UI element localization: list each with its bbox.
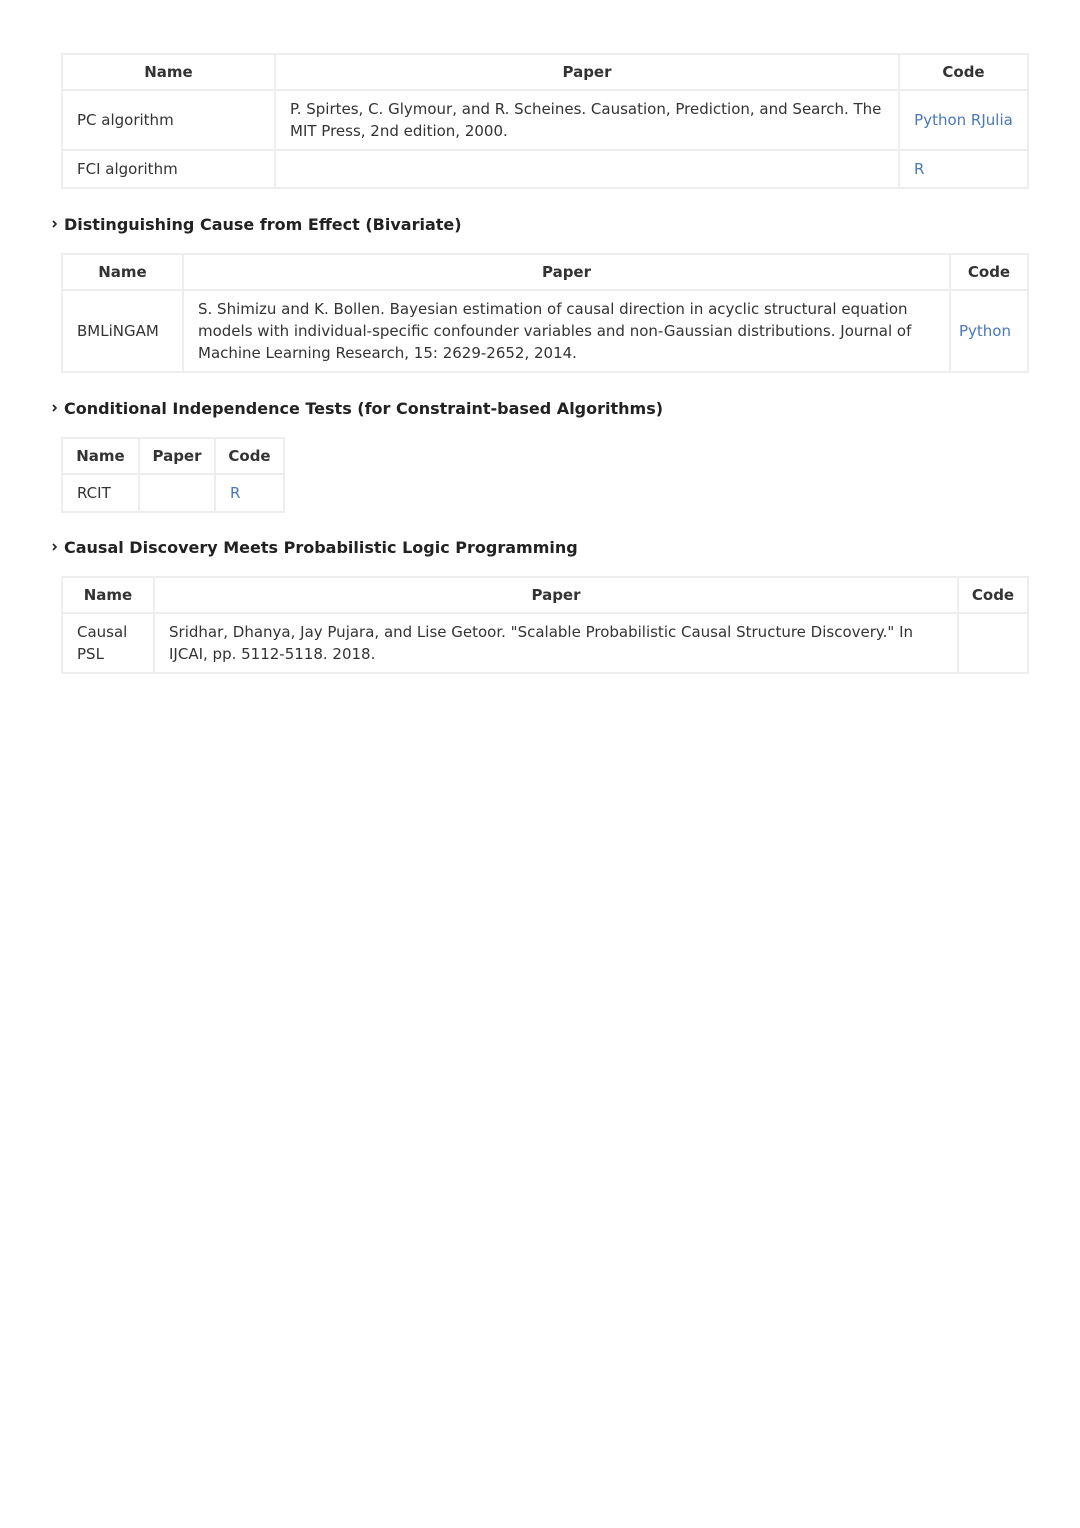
section-heading-label: Causal Discovery Meets Probabilistic Logic Programming [64, 537, 578, 557]
cell-name: FCI algorithm [62, 150, 275, 188]
section-heading-label: Conditional Independence Tests (for Constraint-based Algorithms) [64, 398, 664, 418]
cell-paper [139, 474, 215, 512]
col-header-code: Code [899, 54, 1028, 90]
col-header-paper: Paper [183, 254, 950, 290]
cell-paper [275, 150, 899, 188]
cell-code-link[interactable] [958, 613, 1028, 673]
chevron-right-icon [50, 538, 60, 556]
chevron-right-icon [50, 215, 60, 233]
col-header-name: Name [62, 54, 275, 90]
col-header-paper: Paper [139, 438, 215, 474]
col-header-paper: Paper [154, 577, 958, 613]
table-row [62, 290, 1028, 372]
cell-paper: P. Spirtes, C. Glymour, and R. Scheines. Causation, Prediction, and Search. The MIT Press, 2nd edition, 2000. [275, 90, 899, 150]
table-algorithms [61, 53, 1029, 189]
cell-code-link[interactable]: Python [950, 290, 1028, 372]
table-algorithms-block [61, 53, 1029, 189]
table-plp [61, 576, 1029, 674]
col-header-code: Code [215, 438, 284, 474]
section-heading-ci-tests[interactable] [50, 397, 663, 419]
col-header-paper: Paper [275, 54, 899, 90]
cell-name: BMLiNGAM [62, 290, 183, 372]
cell-name: PC algorithm [62, 90, 275, 150]
table-row [62, 150, 1028, 188]
section-heading-plp[interactable] [50, 536, 578, 558]
cell-code-link[interactable]: R [215, 474, 284, 512]
table-row [62, 613, 1028, 673]
col-header-name: Name [62, 254, 183, 290]
table-row [62, 474, 284, 512]
col-header-code: Code [950, 254, 1028, 290]
table-header-row [62, 254, 1028, 290]
col-header-code: Code [958, 577, 1028, 613]
cell-name: Causal PSL [62, 613, 154, 673]
table-header-row [62, 54, 1028, 90]
cell-code-link[interactable]: R [899, 150, 1028, 188]
table-header-row [62, 577, 1028, 613]
cell-code-link[interactable]: Python RJulia [899, 90, 1028, 150]
table-bivariate-block [61, 253, 1029, 373]
table-row [62, 90, 1028, 150]
table-ci-tests-block [61, 437, 285, 513]
cell-name: RCIT [62, 474, 139, 512]
table-ci-tests [61, 437, 285, 513]
section-heading-label: Distinguishing Cause from Effect (Bivariate) [64, 214, 462, 234]
chevron-right-icon [50, 399, 60, 417]
table-header-row [62, 438, 284, 474]
col-header-name: Name [62, 438, 139, 474]
table-plp-block [61, 576, 1029, 674]
cell-paper: Sridhar, Dhanya, Jay Pujara, and Lise Getoor. "Scalable Probabilistic Causal Structure Discovery." In IJCAI, pp. 5112-5118. 2018. [154, 613, 958, 673]
table-bivariate [61, 253, 1029, 373]
cell-paper: S. Shimizu and K. Bollen. Bayesian estimation of causal direction in acyclic structural equation models with individual-specific confounder variables and non-Gaussian distributions. Journal of Machine Learning Research, 15: 2629-2652, 2014. [183, 290, 950, 372]
section-heading-bivariate[interactable] [50, 213, 462, 235]
col-header-name: Name [62, 577, 154, 613]
